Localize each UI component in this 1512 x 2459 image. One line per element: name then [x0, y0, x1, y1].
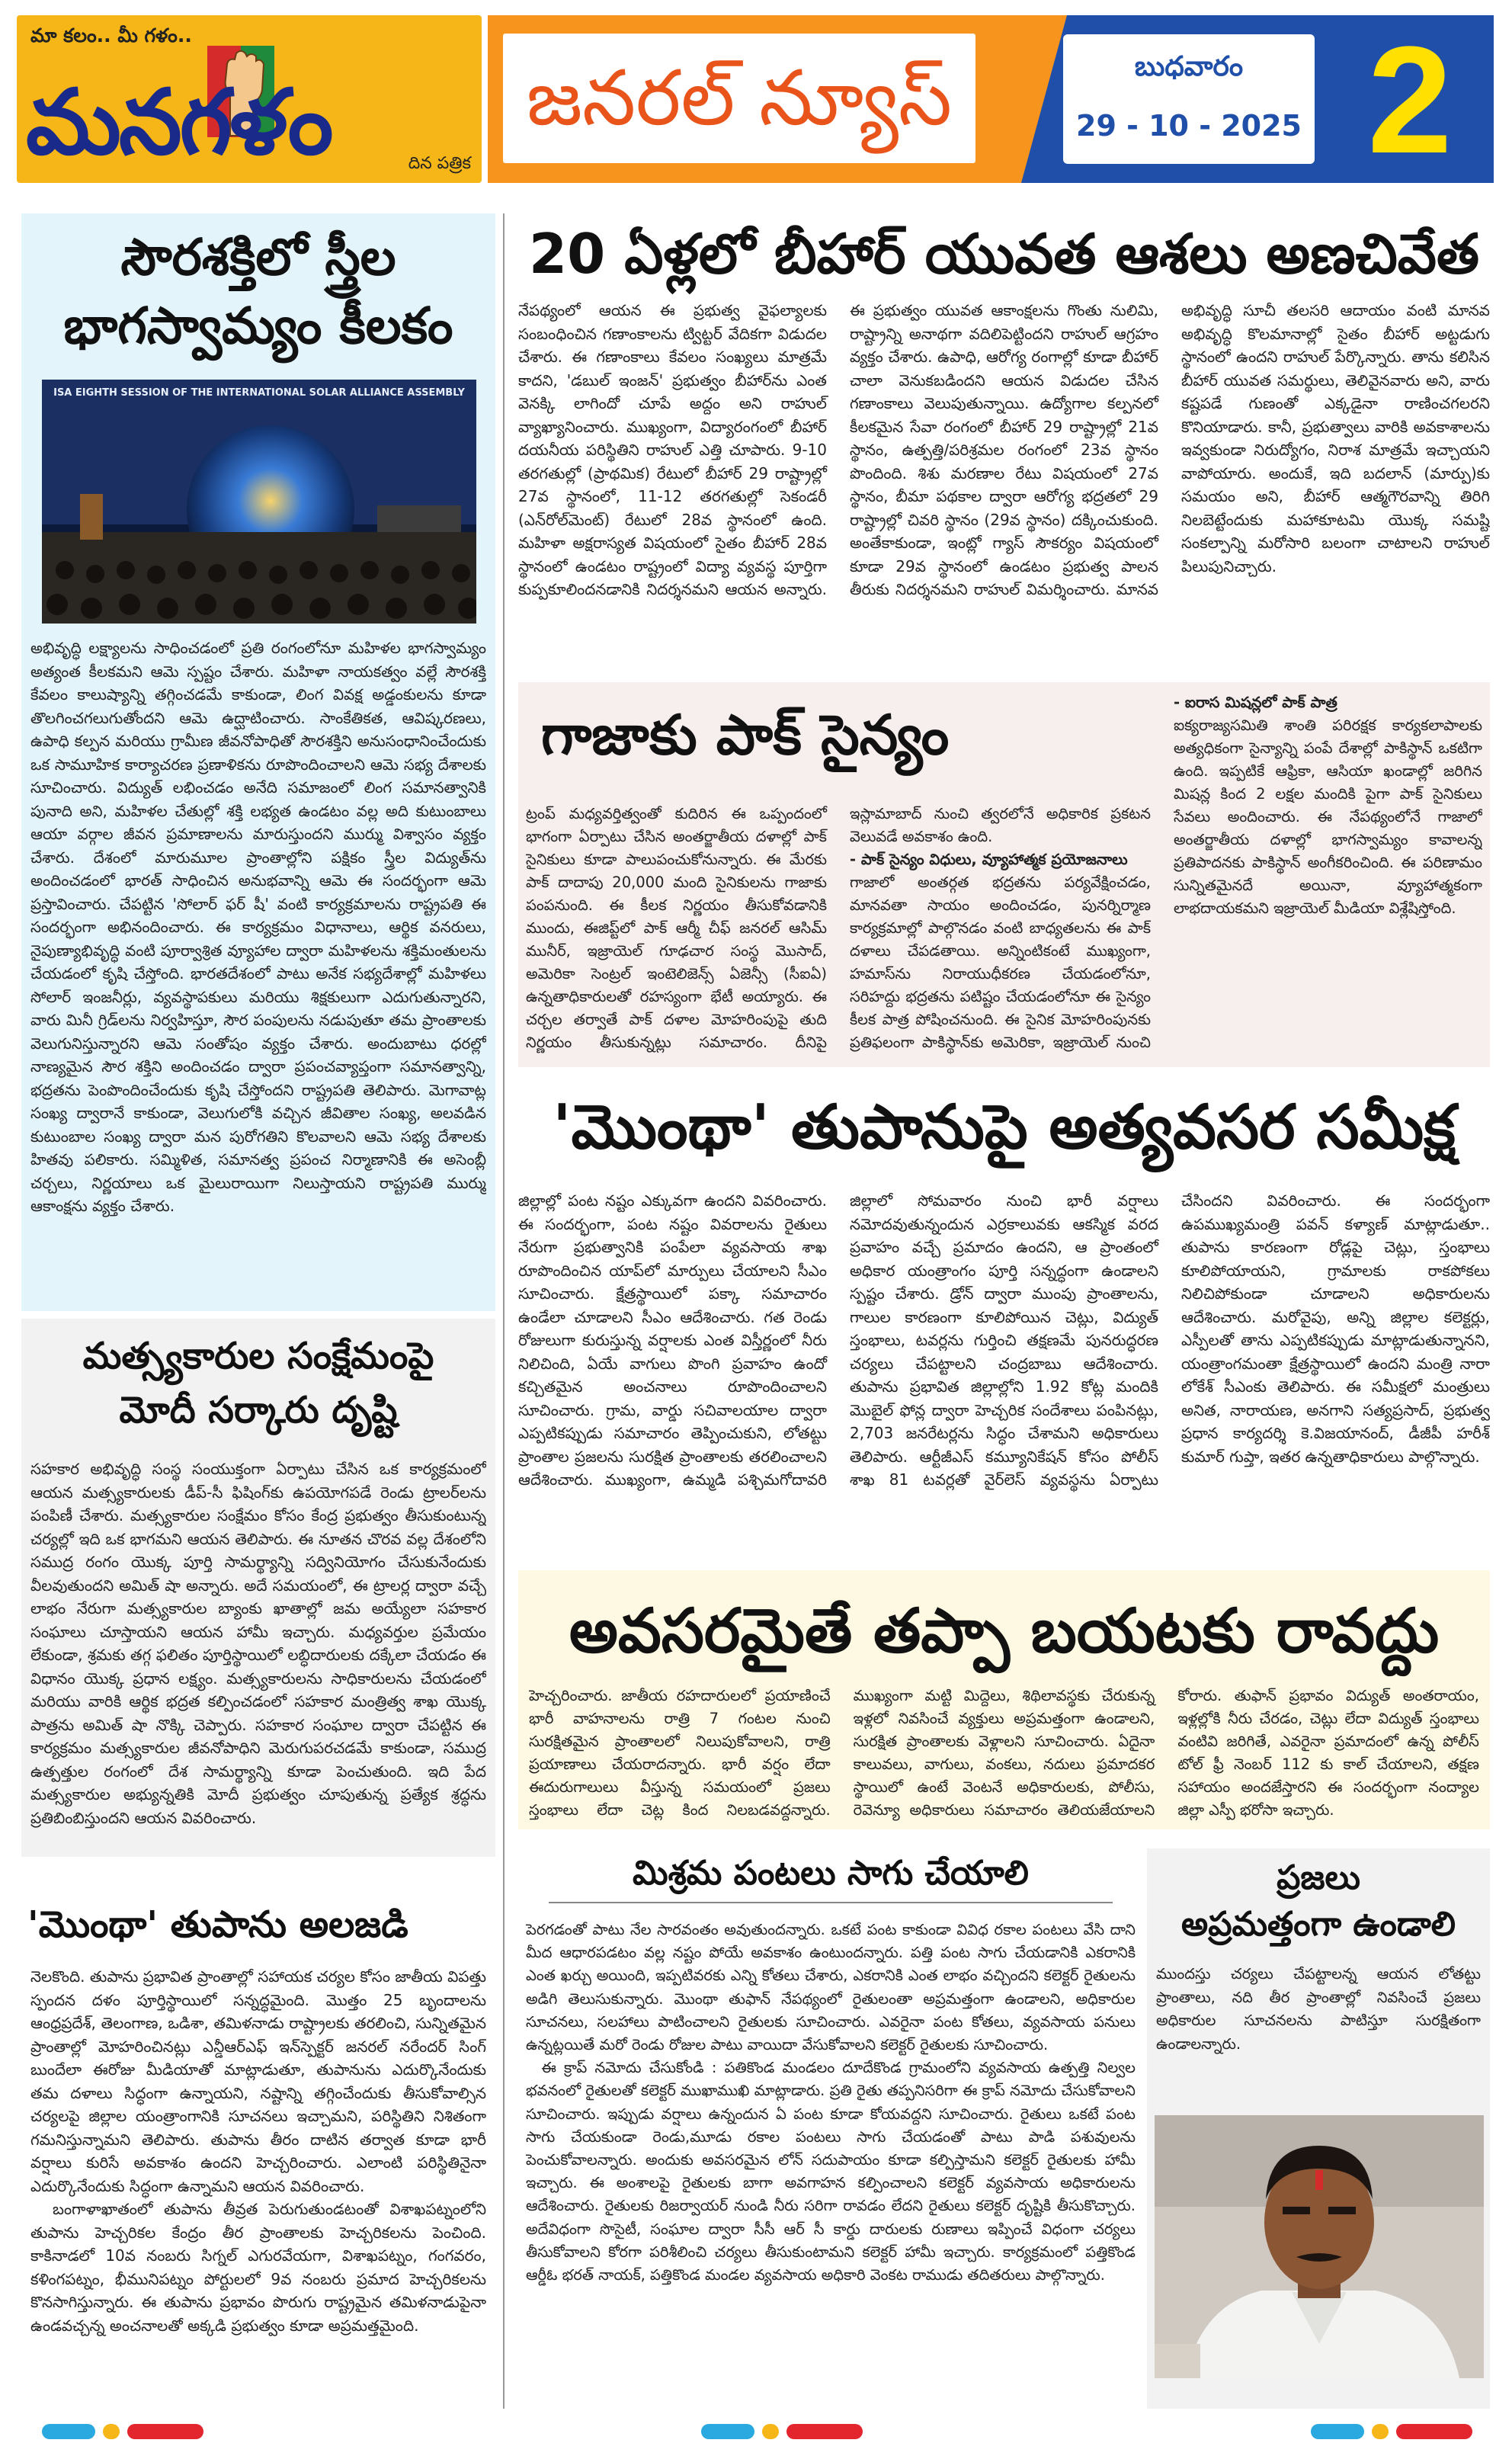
- footer-dot-yellow-right: [1372, 2424, 1389, 2439]
- solar-body: అభివృద్ధి లక్ష్యాలను సాధించడంలో ప్రతి రంగంలోనూ మహిళల భాగస్వామ్యం అత్యంత కీలకమని ఆమె స్పష్టం చేశారు. మహిళా నాయకత్వం వల్లే సౌరశక్తి కేవలం కాలుష్యాన్ని తగ్గించడమే కాకుండా, లింగ వివక్ష అడ్డంకులను కూడా తొలగించగలుగుతోందని ఆమె ఉద్ఘాటించారు. సాంకేతికత, ఆవిష్కరణలు, ఉపాధి కల్పన మరియు గ్రామీణ జీవనోపాధితో సౌరశక్తిని అనుసంధానించేందుకు ఒక సామూహిక కార్యాచరణ ప్రణాళికను రూపొందించాలని ఆమె సభ్య దేశాలకు సూచించారు. విద్యుత్ లభించడం అనేది సమాజంలో లింగ సమానత్వానికి పునాది అని, మహిళల చేతుల్లో శక్తి లభ్యత ఉండటం వల్ల అది కుటుంబాలు ఆయా వర్గాల జీవన ప్రమాణాలను మారుస్తుందని ముర్ము విశ్వాసం వ్యక్తం చేశారు. దేశంలో మారుమూల ప్రాంతాల్లోని పక్షికం స్త్రీల విద్యుత్‌ను అందించడంలో భారత్ సాధించిన అనుభవాన్ని ఆమె ఈ సందర్భంగా ఆమె ప్రస్తావించారు. చేపట్టిన 'సోలార్ ఫర్ షీ' వంటి కార్యక్రమాలను రాష్ట్రపతి ఈ సందర్భంగా అభినందించారు. ఈ కార్యక్రమం విధానాలు, ఆర్థిక వనరులు, నైపుణ్యాభివృద్ధి వంటి పూర్వాశ్రిత వ్యూహాల ద్వారా మహిళలను శక్తిమంతులను చేయడంలో కృషి చేస్తోంది. భారతదేశంలో పాటు అనేక సభ్యదేశాల్లో మహిళలు సోలార్ ఇంజనీర్లు, వ్యవస్థాపకులు మరియు శిక్షకులుగా ఎదుగుతున్నారని, వారు మినీ గ్రిడ్‌లను నిర్వహిస్తూ, సౌర పంపులను నడుపుతూ తమ ప్రాంతాలకు వెలుగునిస్తున్నారని ఆమె సంతోషం వ్యక్తం చేశారు. అందుబాటు ధరల్లో నాణ్యమైన సౌర శక్తిని అందించడం ద్వారా ప్రపంచవ్యాప్తంగా సమానత్వాన్ని, భద్రతను పెంపొందించేందుకు కృషి చేస్తోందని రాష్ట్రపతి తెలిపారు. మెగావాట్ల సంఖ్య ద్వారానే కాకుండా, వెలుగులోకి వచ్చిన జీవితాల సంఖ్య, అలవడిన కుటుంబాల సంఖ్య ద్వారా మన పురోగతిని కొలవాలని ఆమె సభ్య దేశాలకు హితవు పలికారు. సమ్మిళిత, సమానత్వ ప్రపంచ నిర్మాణానికి ఈ అసెంబ్లీ చర్చలు, నిర్ణయాలు ఒక మైలురాయిగా నిలుస్తాయని రాష్ట్రపతి ముర్ము ఆకాంక్షను వ్యక్తం చేశారు.: [30, 639, 486, 1215]
- logo-subtitle: దిన పత్రిక: [408, 154, 471, 173]
- gaza-subhead-2: - ఐరాస మిషన్లలో పాక్ పాత్ర: [1174, 694, 1337, 711]
- article-montha-stir: [21, 1867, 495, 2393]
- weekday: బుధవారం: [1134, 51, 1244, 82]
- solar-headline-2: భాగస్వామ్యం కీలకం: [63, 296, 453, 355]
- date-box: [1063, 34, 1315, 164]
- issue-date: 29 - 10 - 2025: [1076, 109, 1302, 143]
- alert-headline-2: అప్రమత్తంగా ఉండాలి: [1181, 1904, 1456, 1944]
- page-number: 2: [1367, 15, 1453, 185]
- article-fishermen: [21, 1319, 495, 1857]
- mixed-crops-rule: [549, 1902, 1113, 1903]
- gaza-body-2: గాజాలో అంతర్గత భద్రతను పర్యవేక్షించడం, మానవతా సాయం అందించడం, పునర్నిర్మాణ కార్యక్రమాల్లో పాల్గొనడం వంటి బాధ్యతలను ఈ పాక్ దళాలు చేపడతాయి. అన్నింటికంటే ముఖ్యంగా, హమాస్‌ను నిరాయుధీకరణ చేయడంలోనూ, సరిహద్దు భద్రతను పటిష్టం చేయడంలోనూ ఈ సైన్యం కీలక పాత్ర పోషించనుంది. ఈ సైనిక మోహరింపునకు ప్రతిఫలంగా పాకిస్థాన్‌కు అమెరికా, ఇజ్రాయెల్ నుంచి: [850, 874, 1151, 1051]
- section-title: జనరల్ న్యూస్: [503, 34, 975, 163]
- mixed-crops-body: పెరగడంతో పాటు నేల సారవంతం అవుతుందన్నారు. ఒకటే పంట కాకుండా వివిధ రకాల పంటలు వేసి దాని మీద ఆధారపడటం వల్ల నష్టం పోయే అవకాశం ఉంటుందన్నారు. పత్తి పంట సాగు చేయడానికి ఎకరానికి ఎంత ఖర్చు అయింది, ఇప్పటివరకు ఎన్ని కోతలు చేశారు, ఎకరానికి ఎంత లాభం వచ్చిందని కలెక్టర్ రైతులను అడిగి తెలుసుకున్నారు. మొంథా తుఫాన్ నేపథ్యంలో రైతులంతా అప్రమత్తంగా ఉండాలని, అధికారుల సూచనలు, సలహాలు పాటించాలని రైతులకు సూచించారు. ఎవరైనా పంట కోతలు, వ్యవసాయ పనులు ఉన్నట్లయితే మరో రెండు రోజుల పాటు వాయిదా వేసుకోవాలని కలెక్టర్ రైతులకు సూచించారు. ఈ క్రాప్ నమోదు చేసుకోండి : పతికొండ మండలం దూదేకొండ గ్రామంలోని వ్యవసాయ ఉత్పత్తి నిల్వల భవనంలో రైతులతో కలెక్టర్ ముఖాముఖి మాట్లాడారు. ప్రతి రైతు తప్పనిసరిగా ఈ క్రాప్ నమోదు చేసుకోవాలని సూచించారు. ఇప్పుడు వర్షాలు ఉన్నందున ఏ పంట కూడా కోయవద్దని సూచించారు. రైతులు ఒకటే పంట సాగు చేయకుండా రెండు,మూడు రకాల పంటలు సాగు చేయడంతో పాటు పాడి పశువులను పెంచుకోవాలన్నారు. అందుకు అవసరమైన లోన్ సదుపాయం కూడా కల్పిస్తామని కలెక్టర్ రైతులకు హామీ ఇచ్చారు. ఈ అంశాలపై రైతులకు బాగా అవగాహన కల్పించాలని కలెక్టర్ వ్యవసాయ అధికారులను ఆదేశించారు. రైతులకు రిజర్వాయర్ నుండి నీరు సరిగా రావడం లేదని రైతులు కలెక్టర్ దృష్టికి తీసుకొచ్చారు. అదేవిధంగా సొసైటీ, సంఘాల ద్వారా సీసీ ఆర్ సీ కార్డు దారులకు రుణాలు ఇప్పించే విధంగా చర్యలు తీసుకోవాలని కోరగా పరిశీలించి చర్యలు తీసుకుంటామని కలెక్టర్ హామీ ఇచ్చారు. కార్యక్రమంలో పత్తికొండ ఆర్డీఓ భరత్ నాయక్, పత్తికొండ మండల వ్యవసాయ అధికారి వెంకట రాముడు తదితరులు పాల్గొన్నారు.: [526, 1921, 1136, 2284]
- gaza-right-column: [1174, 691, 1482, 1062]
- footer-bar-red: [127, 2424, 203, 2439]
- article-montha-review: [518, 1079, 1490, 1555]
- article-stay-in: [518, 1570, 1490, 1829]
- footer-dot-yellow-center: [762, 2424, 779, 2439]
- fishermen-headline-1: మత్స్యకారుల సంక్షేమంపై: [82, 1335, 434, 1377]
- montha-review-body: జిల్లాల్లో పంట నష్టం ఎక్కువగా ఉందని వివరించారు. ఈ సందర్భంగా, పంట నష్టం వివరాలను రైతులు నేరుగా ప్రభుత్వానికి పంపేలా వ్యవసాయ శాఖ రూపొందించిన యాప్‌లో మార్పులు చేయాలని సీఎం సూచించారు. క్షేత్రస్థాయిలో పక్కా సమాచారం ఉండేలా చూడాలని సీఎం ఆదేశించారు. గత రెండు రోజులుగా కురుస్తున్న వర్షాలకు ఎంత విస్తీర్ణంలో నీరు నిలిచింది, ఏయే వాగులు పొంగి ప్రవాహం ఉందో కచ్చితమైన అంచనాలు రూపొందించాలని సూచించారు. గ్రామ, వార్డు సచివాలయాల ద్వారా ఎప్పటికప్పుడు సమాచారం తెప్పించుకుని, లోతట్టు ప్రాంతాల ప్రజలను సురక్షిత ప్రాంతాలకు తరలించాలని ఆదేశించారు. ముఖ్యంగా, ఉమ్మడి పశ్చిమగోదావరి జిల్లాలో సోమవారం నుంచి భారీ వర్షాలు నమోదవుతున్నందున ఎర్రకాలువకు ఆకస్మిక వరద ప్రవాహం వచ్చే ప్రమాదం ఉందని, ఆ ప్రాంతంలో అధికార యంత్రాంగం పూర్తి సన్నద్ధంగా ఉండాలని స్పష్టం చేశారు. డ్రోన్ ద్వారా ముంపు ప్రాంతాలను, గాలుల కారణంగా కూలిపోయిన చెట్లు, విద్యుత్ స్తంభాలు, టవర్లను గుర్తించి తక్షణమే పునరుద్ధరణ చర్యలు చేపట్టాలని చంద్రబాబు ఆదేశించారు. తుపాను ప్రభావిత జిల్లాల్లోని 1.92 కోట్ల మందికి మొబైల్ ఫోన్ల ద్వారా హెచ్చరిక సందేశాలు పంపినట్లు, 2,703 జనరేటర్లను సిద్ధం చేశామని అధికారులు తెలిపారు. ఆర్టీజీఎస్ కమ్యూనికేషన్ కోసం పోలీస్ శాఖ 81 టవర్లతో వైర్‌లెస్ వ్యవస్థను ఏర్పాటు చేసిందని వివరించారు. ఈ సందర్భంగా ఉపముఖ్యమంత్రి పవన్ కళ్యాణ్ మాట్లాడుతూ.. తుపాను కారణంగా రోడ్లపై చెట్లు, స్తంభాలు కూలిపోయాయని, గ్రామాలకు రాకపోకలు నిలిచిపోకుండా చూడాలని అధికారులను ఆదేశించారు. మరోవైపు, అన్ని జిల్లాల కలెక్టర్లు, ఎస్పీలతో తాను ఎప్పటికప్పుడు మాట్లాడుతున్నానని, యంత్రాంగమంతా క్షేత్రస్థాయిలో ఉందని మంత్రి నారా లోకేశ్ సీఎంకు తెలిపారు. ఈ సమీక్షలో మంత్రులు అనిత, నారాయణ, అనగాని సత్యప్రసాద్, ప్రభుత్వ ప్రధాన కార్యదర్శి కె.విజయానంద్, డీజీపీ హరీశ్ కుమార్ గుప్తా, ఇతర ఉన్నతాధికారులు పాల్గొన్నారు.: [518, 1191, 1490, 1489]
- montha-stir-headline: 'మొంథా' తుపాను అలజడి: [27, 1903, 408, 1946]
- footer-bar-blue-center: [701, 2424, 754, 2439]
- solar-assembly-photo: [42, 380, 476, 624]
- solar-headline-1: సౌరశక్తిలో స్త్రీల: [120, 228, 396, 287]
- gaza-subhead-1: - పాక్ సైన్యం విధులు, వ్యూహాత్మక ప్రయోజనాలు: [850, 851, 1128, 868]
- article-bihar: [518, 213, 1490, 678]
- column-divider: [503, 213, 505, 2409]
- gaza-headline: గాజాకు పాక్ సైన్యం: [541, 703, 950, 767]
- gaza-left-columns: [526, 803, 1151, 1062]
- logo-tagline: మా కలం.. మీ గళం..: [30, 24, 192, 46]
- mixed-crops-headline: మిశ్రమ పంటలు సాగు చేయాలి: [633, 1854, 1029, 1893]
- fishermen-headline-2: మోదీ సర్కారు దృష్టి: [119, 1389, 398, 1432]
- footer-bar-blue: [42, 2424, 95, 2439]
- logo-name: మనగళం: [26, 69, 332, 175]
- article-gaza: [518, 682, 1490, 1067]
- bihar-body: నేపథ్యంలో ఆయన ఈ ప్రభుత్వ వైఫల్యాలకు సంబంధించిన గణాంకాలను ట్విట్టర్ వేదికగా విడుదల చేశారు. ఈ గణాంకాలు కేవలం సంఖ్యలు మాత్రమే కాదని, 'డబుల్ ఇంజన్' ప్రభుత్వం బీహార్‌ను ఎంత వెనక్కి లాగిందో చూపే అద్దం అని రాహుల్ వ్యాఖ్యానించారు. ముఖ్యంగా, విద్యారంగంలో బీహార్ దయనీయ పరిస్థితిని రాహుల్ ఎత్తి చూపారు. 9-10 తరగతుల్లో (ప్రాథమిక) రేటులో బీహార్ 29 రాష్ట్రాల్లో 27వ స్థానంలో, 11-12 తరగతుల్లో సెకండరీ (ఎన్‌రోల్‌మెంట్) రేటులో 28వ స్థానంలో ఉంది. మహిళా అక్షరాస్యత విషయంలో సైతం బీహార్ 28వ స్థానంలో ఉండటం రాష్ట్రంలో విద్యా వ్యవస్థ పూర్తిగా కుప్పకూలిందనడానికి నిదర్శనమని ఆయన అన్నారు. ఈ ప్రభుత్వం యువత ఆకాంక్షలను గొంతు నులిమి, రాష్ట్రాన్ని అనాథగా వదిలిపెట్టిందని రాహుల్ ఆగ్రహం వ్యక్తం చేశారు. ఉపాధి, ఆరోగ్య రంగాల్లో కూడా బీహార్ చాలా వెనుకబడిందని ఆయన విడుదల చేసిన గణాంకాలు వెలుపుతున్నాయి. ఉద్యోగాల కల్పనలో కీలకమైన సేవా రంగంలో బీహార్ 29 రాష్ట్రాల్లో 21వ స్థానం, ఉత్పత్తి/పరిశ్రమల రంగంలో 23వ స్థానం పొందింది. శిశు మరణాల రేటు విషయంలో 27వ స్థానం, బీమా పథకాల ద్వారా ఆరోగ్య భద్రతలో 29 రాష్ట్రాల్లో చివరి స్థానం (29వ స్థానం) దక్కించుకుంది. అంతేకాకుండా, ఇంట్లో గ్యాస్‌ సౌకర్యం విషయంలో కూడా 29వ స్థానంలో ఉండటం ప్రభుత్వ పాలన తీరుకు నిదర్శనమని రాహుల్ విమర్శించారు. మానవ అభివృద్ధి సూచీ తలసరి ఆదాయం వంటి మానవ అభివృద్ధి కొలమానాల్లో సైతం బీహార్ అట్టడుగు స్థానంలో ఉందని రాహుల్ పేర్కొన్నారు. తాను కలిసిన బీహార్ యువత సమర్థులు, తెలివైనవారు అని, వారు కష్టపడే గుణంతో ఎక్కడైనా రాణించగలరని కొనియాడారు. కానీ, ప్రభుత్వాలు వారికి అవకాశాలను ఇవ్వకుండా నిరుద్యోగం, నిరాశ మాత్రమే ఇచ్చాయని వాపోయారు. అందుకే, ఇది బదలాన్ (మార్పు)కు సమయం అని, బీహార్ ఆత్మగౌరవాన్ని తిరిగి నిలబెట్టేందుకు మహాకూటమి యొక్క సమష్టి సంకల్పాన్ని మరోసారి బలంగా చాటాలని రాహుల్ పిలుపునిచ్చారు.: [518, 301, 1490, 598]
- stay-in-headline: అవసరమైతే తప్పా బయటకు రావద్దు: [569, 1595, 1440, 1666]
- solar-photo-banner: ISA EIGHTH SESSION OF THE INTERNATIONAL SOLAR ALLIANCE ASSEMBLY: [53, 387, 465, 399]
- footer-dot-yellow: [103, 2424, 120, 2439]
- official-portrait-photo: [1155, 2115, 1484, 2378]
- bihar-headline: 20 ఏళ్లలో బీహార్ యువత ఆశలు అణచివేత: [529, 222, 1479, 286]
- alert-headline-1: ప్రజలు: [1277, 1858, 1360, 1897]
- gaza-body-1: ట్రంప్ మధ్యవర్తిత్వంతో కుదిరిన ఈ ఒప్పందంలో భాగంగా ఏర్పాటు చేసిన అంతర్జాతీయ దళాల్లో పాక్ సైనికులు కూడా పాలుపంచుకోనున్నారు. ఈ మేరకు పాక్ దాదాపు 20,000 మంది సైనికులను గాజాకు పంపనుంది. ఈ కీలక నిర్ణయం తీసుకోవడానికి ముందు, ఈజిప్ట్‌లో పాక్ ఆర్మీ చీఫ్ జనరల్ ఆసిమ్ మునీర్, ఇజ్రాయెల్ గూఢచార సంస్థ మొసాద్, అమెరికా సెంట్రల్ ఇంటెలిజెన్స్ ఏజెన్సీ (సీఐఏ) ఉన్నతాధికారులతో రహస్యంగా భేటీ అయ్యారు. ఈ చర్చల తర్వాతే పాక్ దళాల మోహరింపుపై తుది నిర్ణయం తీసుకున్నట్లు సమాచారం. దీనిపై ఇస్లామాబాద్ నుంచి త్వరలోనే అధికారిక ప్రకటన వెలువడే అవకాశం ఉంది.: [526, 805, 1151, 1051]
- masthead: [0, 0, 1512, 198]
- montha-review-headline: 'మొంథా' తుపానుపై అత్యవసర సమీక్ష: [553, 1092, 1456, 1162]
- footer-bar-red-center: [786, 2424, 863, 2439]
- stay-in-body: హెచ్చరించారు. జాతీయ రహదారులలో ప్రయాణించే భారీ వాహనాలను రాత్రి 7 గంటల నుంచి సురక్షితమైన ప్రాంతాలలో నిలుపుకోవాలని, రాత్రి ప్రయాణాలు చేయరాదన్నారు. భారీ వర్షం లేదా ఈదురుగాలులు వీస్తున్న సమయంలో ప్రజలు స్తంభాలు లేదా చెట్ల కింద నిలబడవద్దన్నారు. ముఖ్యంగా మట్టి మిద్దెలు, శిథిలావస్థకు చేరుకున్న ఇళ్లలో నివసించే వ్యక్తులు అప్రమత్తంగా ఉండాలని, సురక్షిత ప్రాంతాలకు వెళ్లాలని సూచించారు. ఏదైనా కాలువలు, వాగులు, వంకలు, నదులు ప్రమాదకర స్థాయిలో ఉంటే వెంటనే అధికారులకు, పోలీసు, రెవెన్యూ అధికారులు సమాచారం తెలియజేయాలని కోరారు. తుఫాన్ ప్రభావం విద్యుత్ అంతరాయం, ఇళ్లల్లోకి నీరు చేరడం, చెట్లు లేదా విద్యుత్ స్తంభాలు వంటివి జరిగితే, ఎవరైనా ప్రమాదంలో ఉన్న పోలీస్ టోల్ ఫ్రీ నెంబర్ 112 కు కాల్ చేయాలని, తక్షణ సహాయం అందజేస్తారని ఈ సందర్భంగా నంద్యాల జిల్లా ఎస్పీ భరోసా ఇచ్చారు.: [529, 1687, 1479, 1819]
- fishermen-body: సహకార అభివృద్ధి సంస్థ సంయుక్తంగా ఏర్పాటు చేసిన ఒక కార్యక్రమంలో ఆయన మత్స్యకారులకు డీప్-సీ ఫిషింగ్‌కు ఉపయోగపడే రెండు ట్రాలర్‌లను పంపిణీ చేశారు. మత్స్యకారుల సంక్షేమం కోసం కేంద్ర ప్రభుత్వం తీసుకుంటున్న చర్యల్లో ఇది ఒక భాగమని ఆయన తెలిపారు. ఈ నూతన చొరవ వల్ల దేశంలోని సముద్ర రంగం యొక్క పూర్తి సామర్థ్యాన్ని సద్వినియోగం చేసుకునేందుకు వీలవుతుందని అమిత్ షా అన్నారు. అదే సమయంలో, ఈ ట్రాలర్ల ద్వారా వచ్చే లాభం నేరుగా మత్స్యకారుల బ్యాంకు ఖాతాల్లో జమ అయ్యేలా సహకార సంఘాలు చూస్తాయని ఆయన హామీ ఇచ్చారు. మధ్యవర్తుల ప్రమేయం లేకుండా, శ్రమకు తగ్గ ఫలితం పూర్తిస్థాయిలో లబ్ధిదారులకు దక్కేలా చేయడం ఈ విధానం యొక్క ప్రధాన లక్ష్యం. మత్స్యకారులను సాధికారులను చేయడంలో మరియు వారికి ఆర్థిక భద్రత కల్పించడంలో సహకార మంత్రిత్వ శాఖ యొక్క పాత్రను అమిత్ షా నొక్కి చెప్పారు. సహకార సంఘాల ద్వారా చేపట్టిన ఈ కార్యక్రమం మత్స్యకారుల జీవనోపాధిని మెరుగుపరచడమే కాకుండా, సముద్ర ఉత్పత్తుల రంగంలో దేశ సామర్థ్యాన్ని కూడా పెంచుతుంది. ఇది పేద మత్స్యకారుల అభ్యున్నతికి మోదీ ప్రభుత్వం చూపుతున్న ప్రత్యేక శ్రద్ధను ప్రతిబింబిస్తుందని ఆయన వివరించారు.: [30, 1460, 486, 1827]
- montha-stir-body: నెలకొంది. తుపాను ప్రభావిత ప్రాంతాల్లో సహాయక చర్యల కోసం జాతీయ విపత్తు స్పందన దళం పూర్తిస్థాయిలో సన్నద్ధమైంది. మొత్తం 25 బృందాలను ఆంధ్రప్రదేశ్, తెలంగాణ, ఒడిశా, తమిళనాడు రాష్ట్రాలకు తరలించి, సున్నితమైన ప్రాంతాల్లో మోహరించినట్లు ఎన్డీఆర్ఎఫ్ ఇన్‌స్పెక్టర్ జనరల్ నరేందర్ సింగ్ బుందేలా ఈరోజు మీడియాతో మాట్లాడుతూ, తుపానును ఎదుర్కొనేందుకు తమ దళాలు సిద్ధంగా ఉన్నాయని, నష్టాన్ని తగ్గించేందుకు తీసుకోవాల్సిన చర్యలపై జిల్లాల యంత్రాంగానికి సూచనలు ఇచ్చామని, పరిస్థితిని నిశితంగా గమనిస్తున్నామని తెలిపారు. తుపాను తీరం దాటిన తర్వాత కూడా భారీ వర్షాలు కురిసే అవకాశం ఉందని హెచ్చరించారు. ఎలాంటి పరిస్థితినైనా ఎదుర్కొనేందుకు సిద్ధంగా ఉన్నామని ఆయన వివరించారు. బంగాళాఖాతంలో తుపాను తీవ్రత పెరుగుతుండటంతో విశాఖపట్నంలోని తుపాను హెచ్చరికల కేంద్రం తీర ప్రాంతాలకు హెచ్చరికలను పెంచింది. కాకినాడలో 10వ నంబరు సిగ్నల్ ఎగురవేయగా, విశాఖపట్నం, గంగవరం, కళింగపట్నం, భీమునిపట్నం పోర్టులలో 9వ నంబరు ప్రమాద హెచ్చరికలను కొనసాగిస్తున్నారు. ఈ తుపాను ప్రభావం పొరుగు రాష్ట్రమైన తమిళనాడుపైనా ఉండవచ్చన్న అంచనాలతో అక్కడి ప్రభుత్వం కూడా అప్రమత్తమైంది.: [30, 1967, 486, 2335]
- alert-body: ముందస్తు చర్యలు చేపట్టాలన్న ఆయన లోతట్టు ప్రాంతాలు, నది తీర ప్రాంతాల్లో నివసించే ప్రజలు అధికారుల సూచనలను పాటిస్తూ సురక్షితంగా ఉండాలన్నారు.: [1156, 1965, 1481, 2053]
- gaza-body-3: ఐక్యరాజ్యసమితి శాంతి పరిరక్షక కార్యకలాపాలకు అత్యధికంగా సైన్యాన్ని పంపే దేశాల్లో పాకిస్థాన్ ఒకటిగా ఉంది. ఇప్పటికే ఆఫ్రికా, ఆసియా ఖండాల్లో జరిగిన మిషన్ల కింద 2 లక్షల మందికి పైగా పాక్ సైనికులు సేవలు అందించారు. ఈ నేపథ్యంలోనే గాజాలో అంతర్జాతీయ దళాల్లో భాగస్వామ్యం కావాలన్న ప్రతిపాదనకు పాకిస్థాన్ అంగీకరించింది. ఈ పరిణామం సున్నితమైనదే అయినా, వ్యూహాత్మకంగా లాభదాయకమని ఇజ్రాయెల్ మీడియా విశ్లేషిస్తోంది.: [1174, 717, 1482, 917]
- article-mixed-crops: [518, 1848, 1143, 2409]
- logo: [17, 15, 482, 183]
- footer-bar-red-right: [1396, 2424, 1472, 2439]
- footer-bar-blue-right: [1311, 2424, 1364, 2439]
